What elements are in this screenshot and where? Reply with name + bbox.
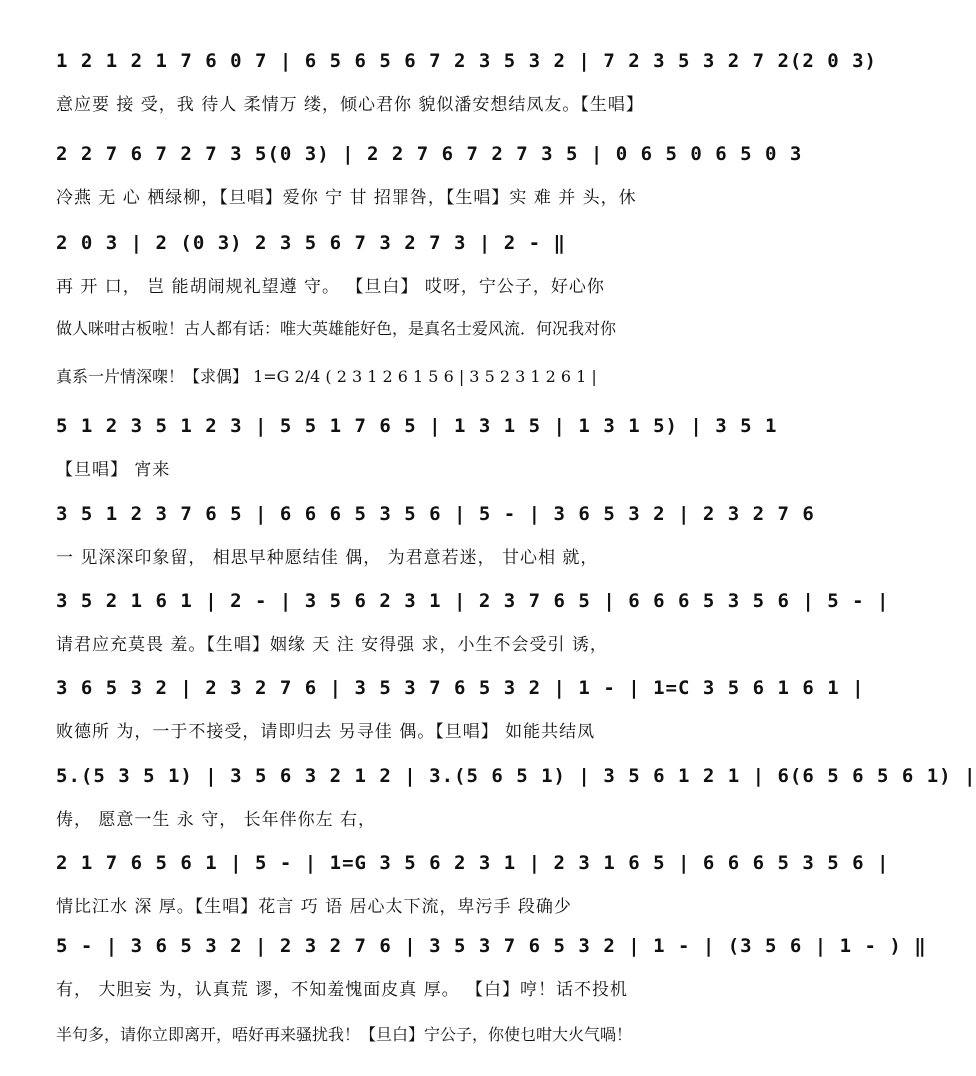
score-row: [0, 677, 865, 767]
jianpu-notes: 3 5 1 2 3 7 6 5 | 6 6 6 5 3 5 6 | 5 - | 3 6 5 3 2 | 2 3 2 7 6: [56, 503, 815, 525]
spoken-line: 真系一片情深㗎！【求偶】 1=G 2/4 ( 2 3 1 2 6 1 5 6 | 3 5 2 3 1 2 6 1 |: [56, 367, 597, 386]
lyric-line: 请君应充莫畏 羞。【生唱】姻缘 天 注 安得强 求，小生不会受引 诱，: [56, 635, 608, 655]
score-row: [0, 415, 778, 505]
lyric-line: 意应要 接 受，我 待人 柔情万 缕，倾心君你 貌似潘安想结凤友。【生唱】: [56, 95, 644, 115]
lyric-line: 俦， 愿意一生 永 守， 长年伴你左 右，: [56, 810, 377, 830]
spoken-line: 半句多，请你立即离开，唔好再来骚扰我！【旦白】宁公子，你使乜咁大火气喎！: [56, 1025, 633, 1044]
jianpu-notes: 5.(5 3 5 1) | 3 5 6 3 2 1 2 | 3.(5 6 5 1) | 3 5 6 1 2 1 | 6(6 5 6 5 6 1) |: [56, 765, 976, 787]
jianpu-notes: 2 1 7 6 5 6 1 | 5 - | 1=G 3 5 6 2 3 1 | 2 3 1 6 5 | 6 6 6 5 3 5 6 |: [56, 852, 890, 874]
lyric-line: 【旦唱】 宵来: [56, 460, 171, 480]
lyric-line: 一 见深深印象留， 相思早种愿结佳 偶， 为君意若迷， 甘心相 就，: [56, 548, 599, 568]
jianpu-notes: 5 1 2 3 5 1 2 3 | 5 5 1 7 6 5 | 1 3 1 5 | 1 3 1 5) | 3 5 1: [56, 415, 778, 437]
jianpu-notes: 5 - | 3 6 5 3 2 | 2 3 2 7 6 | 3 5 3 7 6 5 3 2 | 1 - | (3 5 6 | 1 - ) ‖: [56, 935, 927, 957]
lyric-line: 败德所 为，一于不接受，请即归去 另寻佳 偶。【旦唱】 如能共结凤: [56, 722, 596, 742]
jianpu-notes: 1 2 1 2 1 7 6 0 7 | 6 5 6 5 6 7 2 3 5 3 2 | 7 2 3 5 3 2 7 2(2 0 3): [56, 50, 877, 72]
jianpu-notes: 3 5 2 1 6 1 | 2 - | 3 5 6 2 3 1 | 2 3 7 6 5 | 6 6 6 5 3 5 6 | 5 - |: [56, 590, 890, 612]
jianpu-notes: 3 6 5 3 2 | 2 3 2 7 6 | 3 5 3 7 6 5 3 2 | 1 - | 1=C 3 5 6 1 6 1 |: [56, 677, 865, 699]
jianpu-notes: 2 0 3 | 2 (0 3) 2 3 5 6 7 3 2 7 3 | 2 - ‖: [56, 232, 566, 254]
score-row: [0, 143, 803, 233]
score-row: [0, 50, 877, 140]
score-row: [0, 935, 927, 1025]
lyric-line: 情比江水 深 厚。【生唱】花言 巧 语 居心太下流，卑污手 段确少: [56, 897, 572, 917]
jianpu-notes: 2 2 7 6 7 2 7 3 5(0 3) | 2 2 7 6 7 2 7 3 5 | 0 6 5 0 6 5 0 3: [56, 143, 803, 165]
lyric-line: 再 开 口， 岂 能胡闹规礼望遵 守。 【旦白】 哎呀，宁公子，好心你: [56, 277, 605, 297]
spoken-line: 做人咪咁古板啦！古人都有话：唯大英雄能好色，是真名士爱风流．何况我对你: [56, 319, 617, 338]
score-row: [0, 503, 815, 593]
lyric-line: 有， 大胆妄 为，认真荒 谬，不知羞愧面皮真 厚。 【白】哼！话不投机: [56, 980, 629, 1000]
score-row: [0, 232, 772, 322]
score-row: [0, 852, 890, 942]
lyric-line: 冷燕 无 心 栖绿柳，【旦唱】爱你 宁 甘 招罪咎，【生唱】实 难 并 头，休: [56, 188, 637, 208]
score-row: [0, 765, 976, 855]
score-row: [0, 590, 890, 680]
